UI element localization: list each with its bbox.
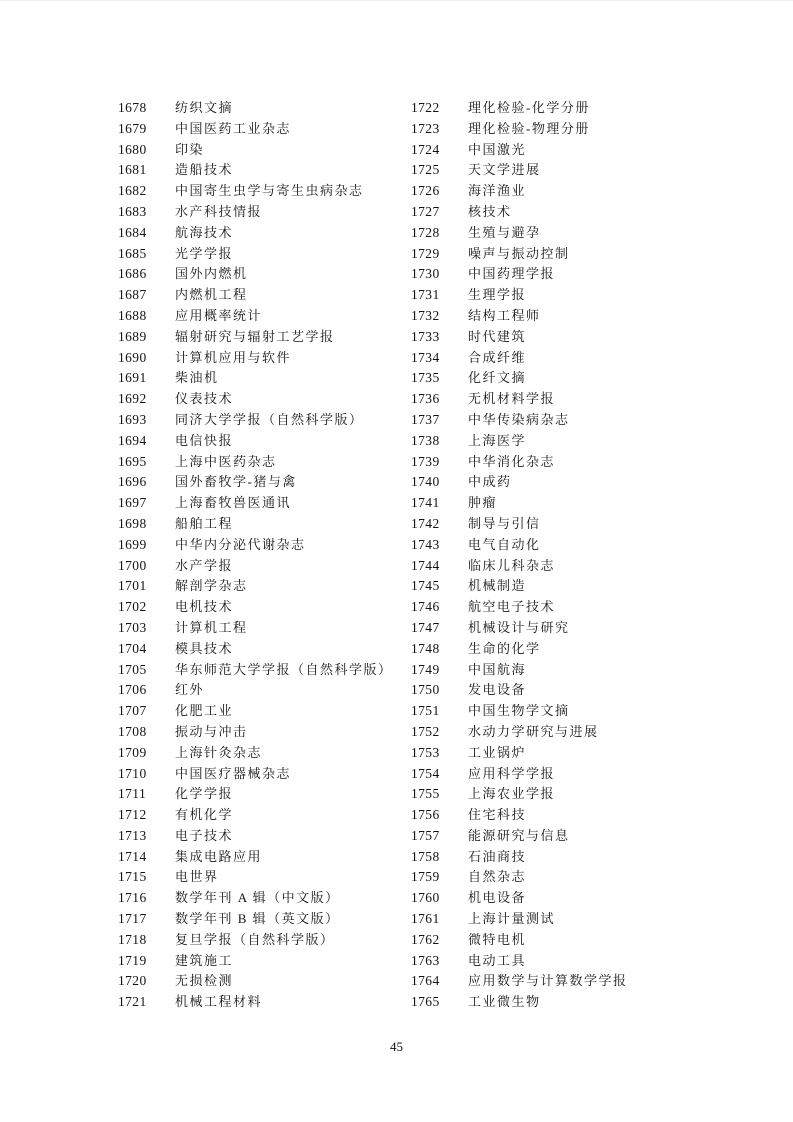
- journal-row: [411, 119, 628, 140]
- journal-title: 上海医学: [468, 432, 527, 448]
- journal-title: 建筑施工: [175, 952, 234, 968]
- journal-row: [118, 119, 393, 140]
- journal-title: 国外畜牧学-猪与禽: [175, 474, 297, 490]
- journal-title: 结构工程师: [468, 307, 541, 323]
- journal-sequence-number: 1699: [118, 536, 147, 552]
- journal-title: 电机技术: [175, 599, 234, 615]
- journal-row: [118, 660, 393, 681]
- journal-row: [411, 930, 628, 951]
- journal-row: [118, 888, 393, 909]
- journal-title: 印染: [175, 141, 205, 157]
- journal-title: 振动与冲击: [175, 723, 248, 739]
- journal-sequence-number: 1715: [118, 869, 147, 885]
- journal-sequence-number: 1693: [118, 411, 147, 427]
- journal-title: 核技术: [468, 203, 512, 219]
- journal-sequence-number: 1727: [411, 203, 440, 219]
- journal-row: [411, 743, 628, 764]
- journal-sequence-number: 1736: [411, 391, 440, 407]
- journal-sequence-number: 1752: [411, 723, 440, 739]
- journal-sequence-number: 1684: [118, 224, 147, 240]
- journal-row: [118, 514, 393, 535]
- journal-sequence-number: 1742: [411, 515, 440, 531]
- journal-sequence-number: 1706: [118, 682, 147, 698]
- journal-sequence-number: 1713: [118, 827, 147, 843]
- journal-title: 同济大学学报（自然科学版）: [175, 411, 364, 427]
- journal-sequence-number: 1757: [411, 827, 440, 843]
- journal-row: [118, 306, 393, 327]
- journal-row: [118, 98, 393, 119]
- journal-title: 中国航海: [468, 661, 527, 677]
- journal-row: [411, 618, 628, 639]
- journal-title: 航海技术: [175, 224, 234, 240]
- journal-sequence-number: 1728: [411, 224, 440, 240]
- journal-sequence-number: 1689: [118, 328, 147, 344]
- journal-sequence-number: 1761: [411, 911, 440, 927]
- journal-sequence-number: 1733: [411, 328, 440, 344]
- journal-row: [118, 597, 393, 618]
- journal-row: [118, 140, 393, 161]
- journal-title: 中国激光: [468, 141, 527, 157]
- journal-title: 合成纤维: [468, 349, 527, 365]
- journal-title: 上海针灸杂志: [175, 744, 263, 760]
- journal-sequence-number: 1698: [118, 515, 147, 531]
- journal-title: 机械设计与研究: [468, 619, 570, 635]
- journal-sequence-number: 1732: [411, 307, 440, 323]
- journal-title: 数学年刊 A 辑（中文版）: [175, 890, 340, 906]
- journal-title: 中国寄生虫学与寄生虫病杂志: [175, 183, 364, 199]
- journal-sequence-number: 1765: [411, 994, 440, 1010]
- journal-title: 应用科学学报: [468, 765, 556, 781]
- journal-row: [118, 576, 393, 597]
- journal-sequence-number: 1723: [411, 120, 440, 136]
- journal-sequence-number: 1678: [118, 100, 147, 115]
- journal-row: [118, 452, 393, 473]
- journal-sequence-number: 1737: [411, 411, 440, 427]
- journal-row: [411, 909, 628, 930]
- journal-row: [411, 805, 628, 826]
- journal-sequence-number: 1696: [118, 474, 147, 490]
- journal-sequence-number: 1712: [118, 807, 147, 823]
- journal-title: 纺织文摘: [175, 100, 234, 115]
- journal-sequence-number: 1694: [118, 432, 147, 448]
- journal-title: 无损检测: [175, 973, 234, 989]
- journal-sequence-number: 1722: [411, 100, 440, 115]
- journal-title: 中国生物学文摘: [468, 703, 570, 719]
- journal-sequence-number: 1709: [118, 744, 147, 760]
- journal-title: 临床儿科杂志: [468, 557, 556, 573]
- journal-row: [118, 264, 393, 285]
- journal-sequence-number: 1754: [411, 765, 440, 781]
- journal-title: 电世界: [175, 869, 219, 885]
- journal-sequence-number: 1759: [411, 869, 440, 885]
- journal-row: [411, 264, 628, 285]
- journal-row: [411, 722, 628, 743]
- journal-sequence-number: 1763: [411, 952, 440, 968]
- journal-sequence-number: 1697: [118, 495, 147, 511]
- journal-row: [411, 327, 628, 348]
- journal-title: 石油商技: [468, 848, 527, 864]
- journal-title: 理化检验-物理分册: [468, 120, 590, 136]
- journal-row: [411, 701, 628, 722]
- journal-row: [118, 867, 393, 888]
- journal-title: 应用数学与计算数学学报: [468, 973, 628, 989]
- journal-sequence-number: 1749: [411, 661, 440, 677]
- journal-row: [411, 680, 628, 701]
- journal-row: [118, 971, 393, 992]
- journal-sequence-number: 1692: [118, 391, 147, 407]
- journal-row: [411, 431, 628, 452]
- journal-row: [411, 140, 628, 161]
- journal-sequence-number: 1685: [118, 245, 147, 261]
- journal-title: 噪声与振动控制: [468, 245, 570, 261]
- journal-sequence-number: 1745: [411, 578, 440, 594]
- journal-sequence-number: 1695: [118, 453, 147, 469]
- journal-row: [118, 160, 393, 181]
- journal-row: [411, 576, 628, 597]
- journal-sequence-number: 1721: [118, 994, 147, 1010]
- journal-sequence-number: 1735: [411, 370, 440, 386]
- journal-sequence-number: 1764: [411, 973, 440, 989]
- journal-row: [411, 181, 628, 202]
- journal-column-left: [118, 98, 393, 1013]
- journal-sequence-number: 1726: [411, 183, 440, 199]
- journal-sequence-number: 1701: [118, 578, 147, 594]
- journal-title: 应用概率统计: [175, 307, 263, 323]
- journal-title: 水产科技情报: [175, 203, 263, 219]
- journal-sequence-number: 1751: [411, 703, 440, 719]
- journal-title: 柴油机: [175, 370, 219, 386]
- journal-sequence-number: 1688: [118, 307, 147, 323]
- journal-sequence-number: 1691: [118, 370, 147, 386]
- journal-title: 天文学进展: [468, 162, 541, 178]
- journal-row: [411, 826, 628, 847]
- journal-title: 海洋渔业: [468, 183, 527, 199]
- journal-title: 化纤文摘: [468, 370, 527, 386]
- journal-row: [118, 368, 393, 389]
- journal-row: [118, 410, 393, 431]
- journal-title: 复旦学报（自然科学版）: [175, 931, 335, 947]
- journal-row: [118, 847, 393, 868]
- journal-row: [118, 743, 393, 764]
- journal-title: 化肥工业: [175, 703, 234, 719]
- journal-title: 微特电机: [468, 931, 527, 947]
- journal-sequence-number: 1720: [118, 973, 147, 989]
- journal-sequence-number: 1748: [411, 640, 440, 656]
- journal-row: [118, 223, 393, 244]
- journal-row: [411, 888, 628, 909]
- journal-sequence-number: 1680: [118, 141, 147, 157]
- journal-title: 水产学报: [175, 557, 234, 573]
- journal-row: [411, 514, 628, 535]
- journal-row: [411, 98, 628, 119]
- journal-row: [118, 431, 393, 452]
- journal-title: 数学年刊 B 辑（英文版）: [175, 911, 340, 927]
- journal-title: 船舶工程: [175, 515, 234, 531]
- journal-title: 有机化学: [175, 807, 234, 823]
- journal-row: [118, 722, 393, 743]
- journal-sequence-number: 1716: [118, 890, 147, 906]
- journal-title: 造船技术: [175, 162, 234, 178]
- journal-title: 上海畜牧兽医通讯: [175, 495, 292, 511]
- journal-row: [411, 847, 628, 868]
- journal-title: 上海农业学报: [468, 786, 556, 802]
- journal-row: [411, 971, 628, 992]
- journal-row: [411, 784, 628, 805]
- journal-sequence-number: 1747: [411, 619, 440, 635]
- journal-row: [118, 680, 393, 701]
- journal-row: [118, 493, 393, 514]
- journal-sequence-number: 1687: [118, 287, 147, 303]
- journal-title: 内燃机工程: [175, 287, 248, 303]
- journal-title: 中国医药工业杂志: [175, 120, 292, 136]
- journal-title: 华东师范大学学报（自然科学版）: [175, 661, 393, 677]
- journal-row: [118, 618, 393, 639]
- journal-title: 模具技术: [175, 640, 234, 656]
- journal-sequence-number: 1758: [411, 848, 440, 864]
- journal-title: 计算机应用与软件: [175, 349, 292, 365]
- journal-sequence-number: 1729: [411, 245, 440, 261]
- journal-title: 电气自动化: [468, 536, 541, 552]
- journal-title: 化学学报: [175, 786, 234, 802]
- journal-title: 时代建筑: [468, 328, 527, 344]
- journal-row: [411, 992, 628, 1013]
- journal-title: 上海中医药杂志: [175, 453, 277, 469]
- journal-title: 集成电路应用: [175, 848, 263, 864]
- journal-sequence-number: 1679: [118, 120, 147, 136]
- journal-title: 自然杂志: [468, 869, 527, 885]
- journal-sequence-number: 1731: [411, 287, 440, 303]
- journal-title: 中国药理学报: [468, 266, 556, 282]
- journal-title: 住宅科技: [468, 807, 527, 823]
- journal-title: 水动力学研究与进展: [468, 723, 599, 739]
- journal-title: 中华内分泌代谢杂志: [175, 536, 306, 552]
- journal-row: [118, 639, 393, 660]
- journal-sequence-number: 1741: [411, 495, 440, 511]
- journal-sequence-number: 1734: [411, 349, 440, 365]
- journal-row: [411, 410, 628, 431]
- journal-title: 解剖学杂志: [175, 578, 248, 594]
- journal-row: [118, 764, 393, 785]
- journal-row: [118, 930, 393, 951]
- journal-row: [411, 348, 628, 369]
- journal-row: [411, 160, 628, 181]
- journal-row: [411, 285, 628, 306]
- journal-row: [118, 909, 393, 930]
- journal-sequence-number: 1744: [411, 557, 440, 573]
- journal-row: [411, 389, 628, 410]
- journal-sequence-number: 1755: [411, 786, 440, 802]
- journal-title: 肿瘤: [468, 495, 498, 511]
- journal-row: [118, 951, 393, 972]
- journal-sequence-number: 1690: [118, 349, 147, 365]
- journal-row: [411, 202, 628, 223]
- journal-row: [118, 244, 393, 265]
- journal-title: 中国医疗器械杂志: [175, 765, 292, 781]
- journal-sequence-number: 1702: [118, 599, 147, 615]
- journal-sequence-number: 1743: [411, 536, 440, 552]
- journal-title: 发电设备: [468, 682, 527, 698]
- journal-row: [118, 181, 393, 202]
- journal-sequence-number: 1740: [411, 474, 440, 490]
- journal-sequence-number: 1704: [118, 640, 147, 656]
- journal-row: [118, 202, 393, 223]
- journal-row: [411, 244, 628, 265]
- journal-title: 中成药: [468, 474, 512, 490]
- journal-sequence-number: 1714: [118, 848, 147, 864]
- journal-title: 电信快报: [175, 432, 234, 448]
- journal-title: 工业锅炉: [468, 744, 527, 760]
- journal-sequence-number: 1683: [118, 203, 147, 219]
- journal-title: 计算机工程: [175, 619, 248, 635]
- journal-sequence-number: 1746: [411, 599, 440, 615]
- journal-title: 无机材料学报: [468, 391, 556, 407]
- journal-sequence-number: 1681: [118, 162, 147, 178]
- journal-title: 理化检验-化学分册: [468, 100, 590, 115]
- journal-sequence-number: 1762: [411, 931, 440, 947]
- journal-sequence-number: 1703: [118, 619, 147, 635]
- journal-title: 生殖与避孕: [468, 224, 541, 240]
- journal-sequence-number: 1725: [411, 162, 440, 178]
- journal-sequence-number: 1705: [118, 661, 147, 677]
- journal-title: 工业微生物: [468, 994, 541, 1010]
- journal-row: [411, 639, 628, 660]
- journal-row: [411, 535, 628, 556]
- journal-row: [411, 452, 628, 473]
- journal-sequence-number: 1718: [118, 931, 147, 947]
- journal-row: [118, 327, 393, 348]
- journal-sequence-number: 1686: [118, 266, 147, 282]
- journal-sequence-number: 1717: [118, 911, 147, 927]
- journal-sequence-number: 1711: [118, 786, 147, 802]
- journal-row: [118, 285, 393, 306]
- journal-row: [118, 784, 393, 805]
- journal-row: [411, 764, 628, 785]
- journal-row: [118, 389, 393, 410]
- page-number: 45: [390, 1039, 403, 1054]
- journal-row: [411, 951, 628, 972]
- journal-sequence-number: 1750: [411, 682, 440, 698]
- journal-sequence-number: 1707: [118, 703, 147, 719]
- journal-sequence-number: 1700: [118, 557, 147, 573]
- journal-title: 制导与引信: [468, 515, 541, 531]
- journal-row: [118, 805, 393, 826]
- journal-row: [118, 472, 393, 493]
- journal-title: 生理学报: [468, 287, 527, 303]
- journal-row: [411, 472, 628, 493]
- journal-title: 电子技术: [175, 827, 234, 843]
- journal-sequence-number: 1730: [411, 266, 440, 282]
- journal-row: [411, 368, 628, 389]
- journal-title: 中华消化杂志: [468, 453, 556, 469]
- journal-title: 航空电子技术: [468, 599, 556, 615]
- journal-column-right: [411, 98, 628, 1013]
- journal-title: 仪表技术: [175, 391, 234, 407]
- journal-sequence-number: 1753: [411, 744, 440, 760]
- journal-row: [411, 306, 628, 327]
- journal-title: 生命的化学: [468, 640, 541, 656]
- journal-title: 红外: [175, 682, 205, 698]
- journal-row: [411, 597, 628, 618]
- journal-sequence-number: 1708: [118, 723, 147, 739]
- journal-title: 机械工程材料: [175, 994, 263, 1010]
- journal-sequence-number: 1710: [118, 765, 147, 781]
- journal-row: [118, 556, 393, 577]
- journal-sequence-number: 1739: [411, 453, 440, 469]
- journal-title: 能源研究与信息: [468, 827, 570, 843]
- journal-title: 机械制造: [468, 578, 527, 594]
- journal-row: [411, 660, 628, 681]
- journal-sequence-number: 1738: [411, 432, 440, 448]
- journal-title: 中华传染病杂志: [468, 411, 570, 427]
- journal-row: [411, 556, 628, 577]
- journal-title: 电动工具: [468, 952, 527, 968]
- journal-row: [118, 348, 393, 369]
- journal-row: [411, 867, 628, 888]
- journal-sequence-number: 1682: [118, 183, 147, 199]
- journal-row: [411, 493, 628, 514]
- journal-row: [118, 701, 393, 722]
- journal-sequence-number: 1760: [411, 890, 440, 906]
- journal-row: [118, 992, 393, 1013]
- journal-title: 辐射研究与辐射工艺学报: [175, 328, 335, 344]
- journal-row: [118, 535, 393, 556]
- journal-sequence-number: 1719: [118, 952, 147, 968]
- journal-title: 光学学报: [175, 245, 234, 261]
- journal-title: 国外内燃机: [175, 266, 248, 282]
- journal-sequence-number: 1756: [411, 807, 440, 823]
- journal-row: [411, 223, 628, 244]
- journal-title: 机电设备: [468, 890, 527, 906]
- journal-sequence-number: 1724: [411, 141, 440, 157]
- journal-title: 上海计量测试: [468, 911, 556, 927]
- journal-row: [118, 826, 393, 847]
